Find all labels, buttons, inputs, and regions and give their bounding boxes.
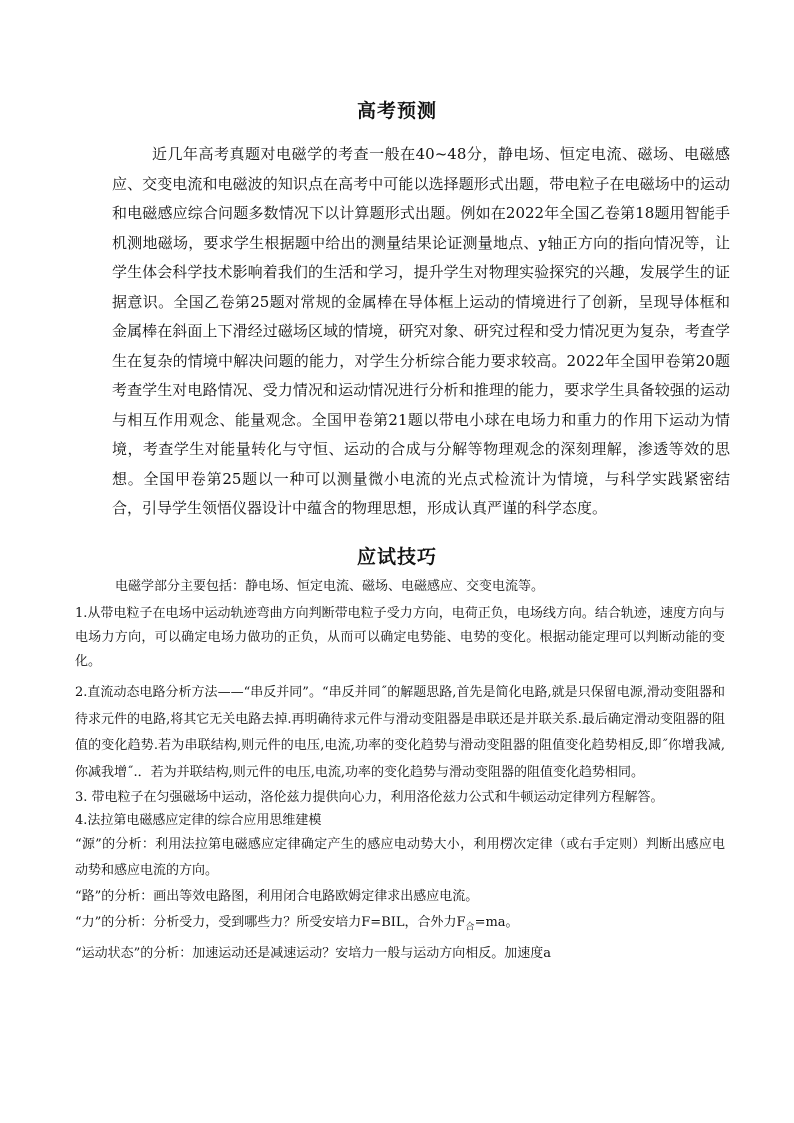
tip-induction-model-heading: 4.法拉第电磁感应定律的综合应用思维建模	[75, 813, 322, 828]
tips-lead: 电磁学部分主要包括：静电场、恒定电流、磁场、电磁感应、交变电流等。	[115, 579, 545, 594]
tip-magnetic-field: 3. 带电粒子在匀强磁场中运动，洛伦兹力提供向心力，利用洛伦兹力公式和牛顿运动定律列方程解答。	[75, 790, 664, 805]
tip-circuit-analysis: “路”的分析：画出等效电路图，利用闭合电路欧姆定律求出感应电流。	[75, 889, 479, 904]
force-text-b: =ma。	[474, 915, 519, 930]
heading-exam-tips: 应试技巧	[356, 546, 437, 568]
heading-prediction: 高考预测	[356, 100, 437, 122]
tip-dynamic-circuit: 2.直流动态电路分析方法——“串反并同”。“串反并同˝的解题思路,首先是简化电路,就是只保留电源,滑动变阻器和待求元件的电路,将其它无关电路去掉.再明确待求元件与滑动变阻器是串联还是并联关系.最后确定滑动变阻器的阻值的变化趋势.若为串联结构,则元件的电压,电流,功率的变化趋势与滑动变阻器的阻值变化趋势相反,即˝你增我减,你减我增˝.．若为并联结构,则元件的电压,电流,功率的变化趋势与滑动变阻器的阻值变化趋势相同。	[75, 685, 725, 780]
tips-section	[75, 576, 725, 967]
tip-force-analysis	[75, 910, 725, 941]
tip-source-analysis: “源”的分析：利用法拉第电磁感应定律确定产生的感应电动势大小，利用楞次定律（或右手定则）判断出感应电动势和感应电流的方向。	[75, 837, 725, 878]
intro-paragraph: 近几年高考真题对电磁学的考查一般在40~48分，静电场、恒定电流、磁场、电磁感应、交变电流和电磁波的知识点在高考中可能以选择题形式出题，带电粒子在电磁场中的运动和电磁感应综合问题多数情况下以计算题形式出题。例如在2022年全国乙卷第18题用智能手机测地磁场，要求学生根据题中给出的测量结果论证测量地点、y轴正方向的指向情况等，让学生体会科学技术影响着我们的生活和学习，提升学生对物理实验探究的兴趣，发展学生的证据意识。全国乙卷第25题对常规的金属棒在导体框上运动的情境进行了创新，呈现导体框和金属棒在斜面上下滑经过磁场区域的情境，研究对象、研究过程和受力情况更为复杂，考查学生在复杂的情境中解决问题的能力，对学生分析综合能力要求较高。2022年全国甲卷第20题考查学生对电路情况、受力情况和运动情况进行分析和推理的能力，要求学生具备较强的运动与相互作用观念、能量观念。全国甲卷第21题以带电小球在电场力和重力的作用下运动为情境，考查学生对能量转化与守恒、运动的合成与分解等物理观念的深刻理解，渗透等效的思想。全国甲卷第25题以一种可以测量微小电流的光点式检流计为情境，与科学实践紧密结合，引导学生领悟仪器设计中蕴含的物理思想，形成认真严谨的科学态度。	[112, 145, 730, 517]
force-subscript: 合	[465, 922, 475, 933]
tip-motion-state-analysis: “运动状态”的分析：加速运动还是减速运动？安培力一般与运动方向相反。加速度a	[75, 945, 552, 961]
tip-electric-field: 1.从带电粒子在电场中运动轨迹弯曲方向判断带电粒子受力方向，电荷正负，电场线方向。结合轨迹，速度方向与电场力方向，可以确定电场力做功的正负，从而可以确定电势能、电势的变化。根据动能定理可以判断动能的变化。	[75, 606, 725, 669]
force-text-a: “力”的分析：分析受力，受到哪些力？所受安培力F=BIL，合外力F	[75, 915, 466, 930]
